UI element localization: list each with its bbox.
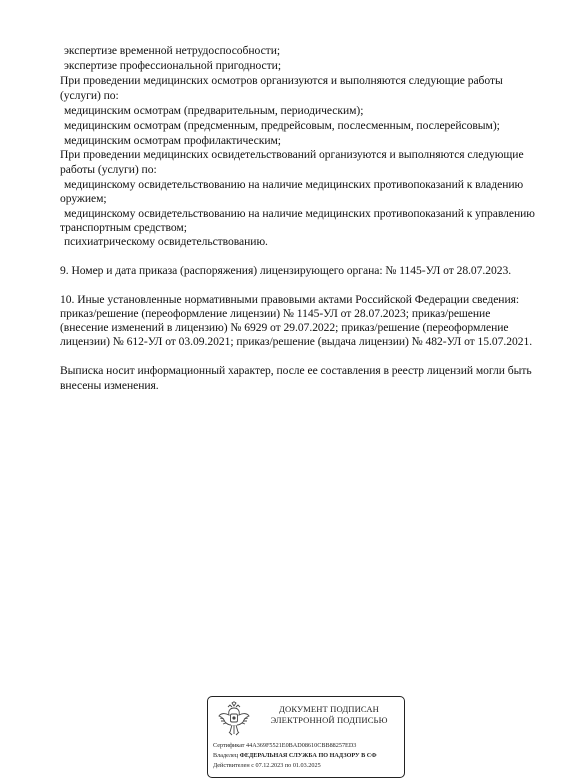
text-line: лицензии) № 612-УЛ от 03.09.2021; приказ/решение (выдача лицензии) № 482-УЛ от 15.07.2021. xyxy=(60,335,533,348)
text-line: экспертизе профессиональной пригодности; xyxy=(64,59,281,72)
text-line: приказ/решение (переоформление лицензии) № 1145-УЛ от 28.07.2023; приказ/решение xyxy=(60,307,491,320)
section-9-text: 9. Номер и дата приказа (распоряжения) лицензирующего органа: № 1145-УЛ от 28.07.2023. xyxy=(60,264,512,277)
text-line: медицинским осмотрам (предсменным, предрейсовым, послесменным, послерейсовым); xyxy=(64,119,500,132)
owner-value: ФЕДЕРАЛЬНАЯ СЛУЖБА ПО НАДЗОРУ В СФ xyxy=(239,752,377,759)
text-line: медицинскому освидетельствованию на наличие медицинских противопоказаний к владению xyxy=(64,178,524,191)
text-line: транспортным средством; xyxy=(60,221,187,234)
text-line: медицинским осмотрам профилактическим; xyxy=(64,134,281,147)
validity-value: с 07.12.2023 по 01.03.2025 xyxy=(251,762,321,769)
validity-label: Действителен xyxy=(213,762,250,769)
section-10-heading: 10. Иные установленные нормативными правовыми актами Российской Федерации сведения: xyxy=(60,293,520,306)
text-line: При проведении медицинских освидетельствований организуются и выполняются следующие xyxy=(60,148,524,161)
stamp-title xyxy=(264,704,394,725)
text-line: При проведении медицинских осмотров организуются и выполняются следующие работы xyxy=(60,74,503,87)
text-line: работы (услуги) по: xyxy=(60,163,157,176)
certificate-row xyxy=(213,742,356,750)
stamp-title-line: ДОКУМЕНТ ПОДПИСАН xyxy=(279,704,379,714)
certificate-value: 44A369F5521E0BAD08610CBB88257ED3 xyxy=(246,742,357,749)
coat-of-arms-icon xyxy=(217,701,251,737)
text-line: (внесение изменений в лицензию) № 6929 от 29.07.2022; приказ/решение (переоформление xyxy=(60,321,509,334)
text-line: медицинским осмотрам (предварительным, периодическим); xyxy=(64,104,364,117)
text-line: медицинскому освидетельствованию на наличие медицинских противопоказаний к управлению xyxy=(64,207,535,220)
text-line: психиатрическому освидетельствованию. xyxy=(64,235,268,248)
certificate-label: Сертификат xyxy=(213,742,245,749)
owner-row xyxy=(213,752,377,760)
stamp-title-line: ЭЛЕКТРОННОЙ ПОДПИСЬЮ xyxy=(270,714,388,725)
validity-row xyxy=(213,762,321,770)
text-line: (услуги) по: xyxy=(60,89,119,102)
disclaimer-text: Выписка носит информационный характер, после ее составления в реестр лицензий могли быть xyxy=(60,364,532,377)
electronic-signature-stamp xyxy=(207,696,405,778)
text-line: оружием; xyxy=(60,192,107,205)
owner-label: Владелец xyxy=(213,752,239,759)
disclaimer-text: внесены изменения. xyxy=(60,379,159,392)
text-line: экспертизе временной нетрудоспособности; xyxy=(64,44,281,57)
